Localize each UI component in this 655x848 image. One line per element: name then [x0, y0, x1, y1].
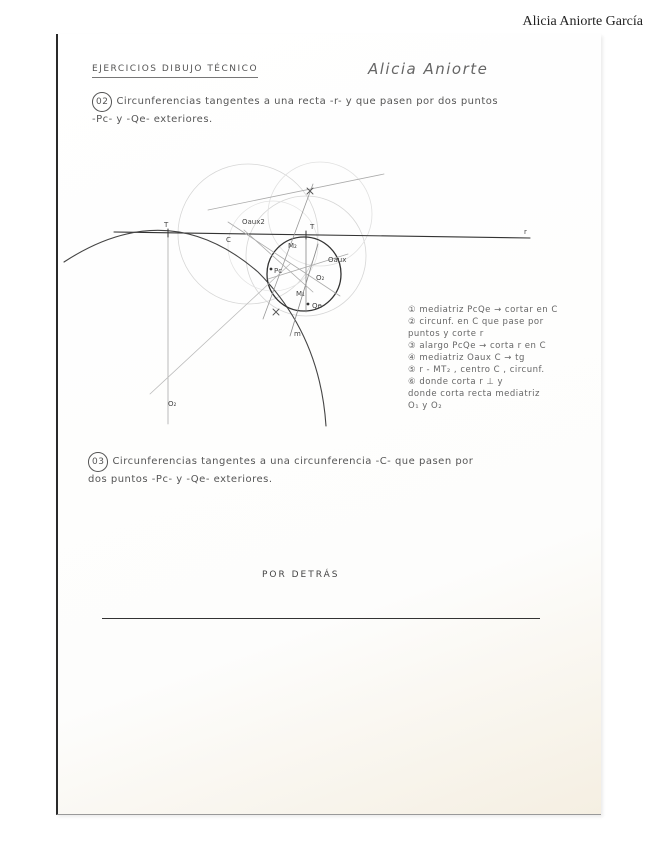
cross-marker [273, 309, 279, 315]
construction-line [228, 222, 340, 296]
bottom-rule [102, 618, 540, 619]
label-o2: O₂ [168, 400, 177, 408]
exercise-number: 02 [92, 92, 112, 112]
label-oaux: Oaux [328, 256, 347, 264]
student-name: Alicia Aniorte [368, 60, 489, 78]
step-line: donde corta recta mediatriz [408, 389, 541, 399]
step-line: ⑥ donde corta r ⊥ y [408, 377, 504, 387]
construction-line [150, 264, 290, 394]
construction-line [208, 174, 384, 210]
label-pc: Pc [274, 267, 283, 275]
exercise-line: dos puntos -Pc- y -Qe- exteriores. [88, 474, 273, 485]
point-pc [270, 268, 273, 271]
exercise-number: 03 [88, 452, 108, 472]
label-t: T [164, 221, 169, 229]
exercise-line: Circunferencias tangentes a una recta -r- y que pasen por dos puntos [116, 96, 499, 107]
step-line: O₁ y O₂ [408, 401, 443, 411]
label-m: m [294, 330, 301, 338]
label-o2: O₂ [316, 274, 325, 282]
step-line: ⑤ r - MT₂ , centro C , circunf. [408, 365, 545, 375]
back-note: POR DETRÁS [262, 570, 340, 580]
large-tangent-arc [64, 230, 326, 426]
label-r: r [524, 228, 527, 236]
step-line: ③ alargo PcQe → corta r en C [408, 341, 547, 351]
mediatrix-line [263, 184, 313, 319]
exercise-line: Circunferencias tangentes a una circunferencia -C- que pasen por [112, 456, 474, 467]
construction-circle [268, 162, 372, 266]
exercise-03-statement [88, 452, 473, 488]
construction-steps [408, 304, 558, 412]
line-r [114, 232, 530, 238]
worksheet [56, 34, 601, 815]
label-c: C [226, 236, 231, 244]
point-qe [307, 303, 310, 306]
document-author: Alicia Aniorte García [522, 14, 643, 29]
construction-line [244, 230, 313, 292]
geometry-construction [58, 34, 601, 814]
label-t: T [310, 223, 315, 231]
step-line: ④ mediatriz Oaux C → tg [408, 353, 525, 363]
label-qe: Qe [312, 302, 322, 310]
label-m1: M₁ [296, 290, 305, 298]
step-line: ② circunf. en C que pase por [408, 317, 544, 327]
step-line: ① mediatriz PcQe → cortar en C [408, 305, 558, 315]
step-line: puntos y corte r [408, 329, 484, 339]
course-title: EJERCICIOS DIBUJO TÉCNICO [92, 64, 258, 78]
label-m2: M₂ [288, 242, 297, 250]
label-oaux2: Oaux2 [242, 218, 265, 226]
exercise-line: -Pc- y -Qe- exteriores. [92, 114, 213, 125]
